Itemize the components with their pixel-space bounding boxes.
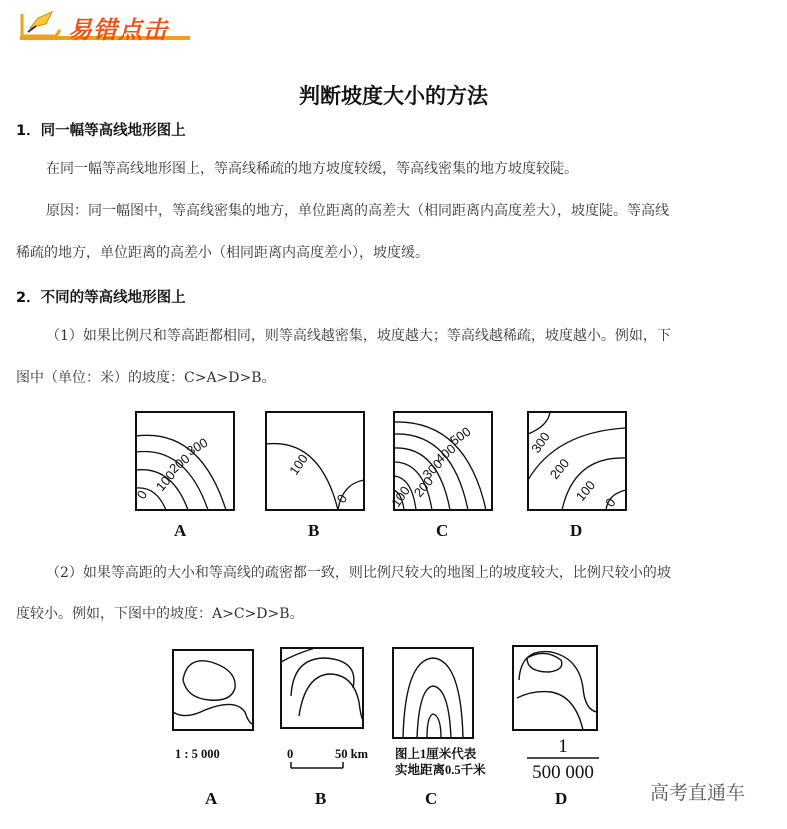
fig1-a-contour-100: 100 (152, 467, 179, 494)
page-title: 判断坡度大小的方法 (299, 84, 488, 108)
fig1-d-contour-300: 300 (528, 429, 553, 456)
section-1-paragraph-3: 稀疏的地方，单位距离的高差小（相同距离内高度差小），坡度缓。 (16, 245, 429, 261)
fig1-c-contour-500: 500 (447, 423, 474, 449)
fig1-label-b: B (308, 521, 320, 540)
fig2-d-scale-numerator: 1 (558, 736, 568, 757)
fig1-d-contour-0: 0 (602, 495, 619, 510)
section-1-paragraph-2: 原因：同一幅图中，等高线密集的地方，单位距离的高差大（相同距离内高度差大），坡度陡。等高线 (46, 203, 669, 219)
fig2-a-scale-caption: 1 : 5 000 (175, 747, 220, 761)
watermark: 高考直通车 (650, 782, 746, 804)
section-1-heading: 1．同一幅等高线地形图上 (16, 123, 186, 139)
fig1-label-c: C (436, 521, 449, 540)
fig2-b-scale-end: 50 km (335, 747, 368, 761)
fig2-panel-a (173, 650, 253, 808)
fig1-d-contour-100: 100 (572, 477, 599, 504)
fig2-d-scale-denominator: 500 000 (532, 762, 594, 783)
fig1-label-d: D (570, 521, 583, 540)
fig1-a-contour-300: 300 (184, 434, 211, 459)
fig2-label-c: C (425, 789, 438, 808)
fig1-panel-c (388, 412, 492, 540)
logo (16, 6, 194, 46)
section-2-paragraph-1: （1）如果比例尺和等高距都相同，则等高线越密集，坡度越大；等高线越稀疏，坡度越小。例如，下 (46, 328, 671, 344)
fig1-panel-d (528, 412, 626, 540)
fig1-c-contour-300: 300 (419, 456, 446, 483)
fig2-c-caption-line2: 实地距离0.5千米 (395, 763, 486, 777)
fig1-a-contour-0: 0 (133, 487, 151, 502)
fig2-label-b: B (315, 789, 327, 808)
fig1-panel-a (134, 412, 234, 540)
logo-text: 易错点击 (68, 16, 168, 44)
fig2-panel-d (513, 646, 599, 808)
fig1-d-contour-200: 200 (546, 455, 573, 482)
fig1-b-contour-100: 100 (286, 451, 311, 478)
section-2-heading: 2．不同的等高线地形图上 (16, 290, 186, 306)
fig1-c-contour-200: 200 (410, 473, 437, 500)
section-1-paragraph-1: 在同一幅等高线地形图上，等高线稀疏的地方坡度较缓，等高线密集的地方坡度较陡。 (46, 161, 578, 177)
fig2-panel-b (281, 648, 369, 808)
section-2-paragraph-3: （2）如果等高距的大小和等高线的疏密都一致，则比例尺较大的地图上的坡度较大，比例尺较小的坡 (46, 565, 671, 581)
fig2-b-scale-start: 0 (287, 747, 294, 761)
fig1-panel-b (266, 412, 364, 540)
figure-1-contour-maps (130, 408, 640, 543)
figure-2-scale-maps (165, 640, 625, 820)
fig2-panel-c (393, 648, 486, 808)
fig1-c-contour-400: 400 (432, 440, 459, 467)
fig1-a-contour-200: 200 (166, 450, 193, 477)
fig1-b-contour-0: 0 (333, 491, 351, 506)
section-2-paragraph-4: 度较小。例如，下图中的坡度：A>C>D>B。 (16, 606, 304, 622)
fig2-c-caption-line1: 图上1厘米代表 (395, 747, 477, 761)
fig2-label-d: D (555, 789, 568, 808)
fig1-label-a: A (174, 521, 187, 540)
fig2-label-a: A (205, 789, 218, 808)
fig1-c-contour-100: 100 (388, 483, 413, 510)
section-2-paragraph-2: 图中（单位：米）的坡度：C>A>D>B。 (16, 370, 276, 386)
